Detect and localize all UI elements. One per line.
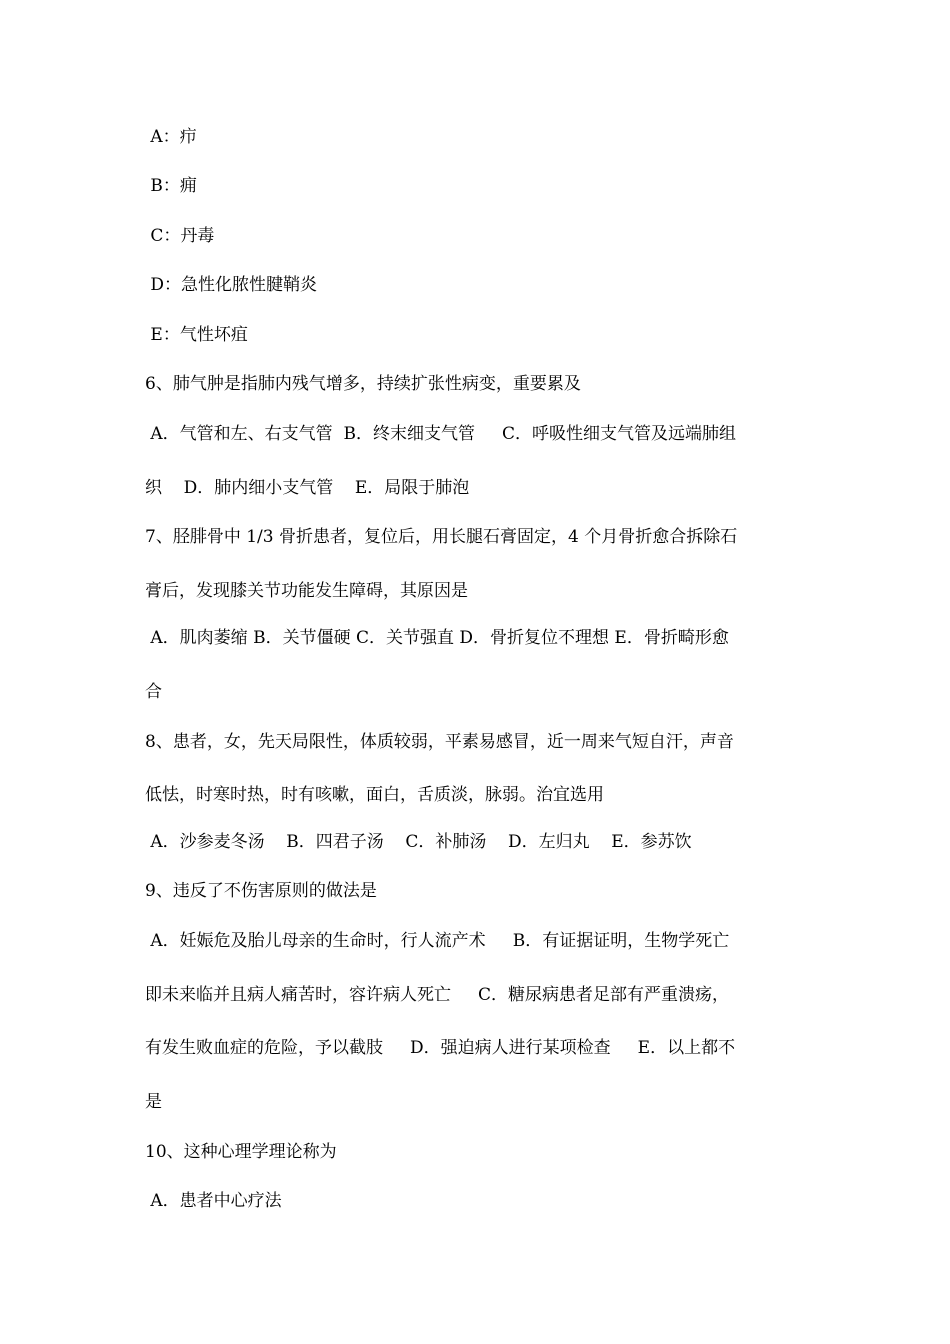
question-8-stem-line-2: 低怯，时寒时热，时有咳嗽，面白，舌质淡，脉弱。治宜选用 (145, 785, 604, 805)
question-10-stem: 10、这种心理学理论称为 (145, 1142, 337, 1162)
question-8-stem-line-1: 8、患者，女，先天局限性，体质较弱，平素易感冒，近一周来气短自汗，声音 (145, 732, 734, 752)
option-b-line: B：痈 (145, 176, 197, 196)
option-e-line: E：气性坏疽 (145, 325, 248, 345)
question-7-options-line-2: 合 (145, 682, 162, 702)
question-7-options-line-1: A．肌肉萎缩 B．关节僵硬 C．关节强直 D．骨折复位不理想 E．骨折畸形愈 (145, 628, 729, 648)
question-9-options-line-2: 即未来临并且病人痛苦时，容许病人死亡 C．糖尿病患者足部有严重溃疡， (145, 985, 730, 1005)
question-6-stem: 6、肺气肿是指肺内残气增多，持续扩张性病变，重要累及 (145, 374, 581, 394)
option-c-line: C：丹毒 (145, 226, 215, 246)
question-6-options-line-2: 织 D．肺内细小支气管 E．局限于肺泡 (145, 478, 470, 498)
question-9-options-line-1: A．妊娠危及胎儿母亲的生命时，行人流产术 B．有证据证明，生物学死亡 (145, 931, 730, 951)
question-7-stem-line-1: 7、胫腓骨中 1/3 骨折患者，复位后，用长腿石膏固定，4 个月骨折愈合拆除石 (145, 527, 738, 547)
option-d-line: D：急性化脓性腱鞘炎 (145, 275, 318, 295)
question-10-option-a: A．患者中心疗法 (145, 1191, 282, 1211)
option-a-line: A：疖 (145, 127, 197, 147)
question-6-options-line-1: A．气管和左、右支气管 B．终末细支气管 C．呼吸性细支气管及远端肺组 (145, 424, 737, 444)
question-9-stem: 9、违反了不伤害原则的做法是 (145, 881, 377, 901)
question-7-stem-line-2: 膏后，发现膝关节功能发生障碍，其原因是 (145, 581, 468, 601)
question-8-options: A．沙参麦冬汤 B．四君子汤 C．补肺汤 D．左归丸 E．参苏饮 (145, 832, 692, 852)
question-9-options-line-3: 有发生败血症的危险，予以截肢 D．强迫病人进行某项检查 E．以上都不 (145, 1038, 736, 1058)
question-9-options-line-4: 是 (145, 1092, 162, 1112)
